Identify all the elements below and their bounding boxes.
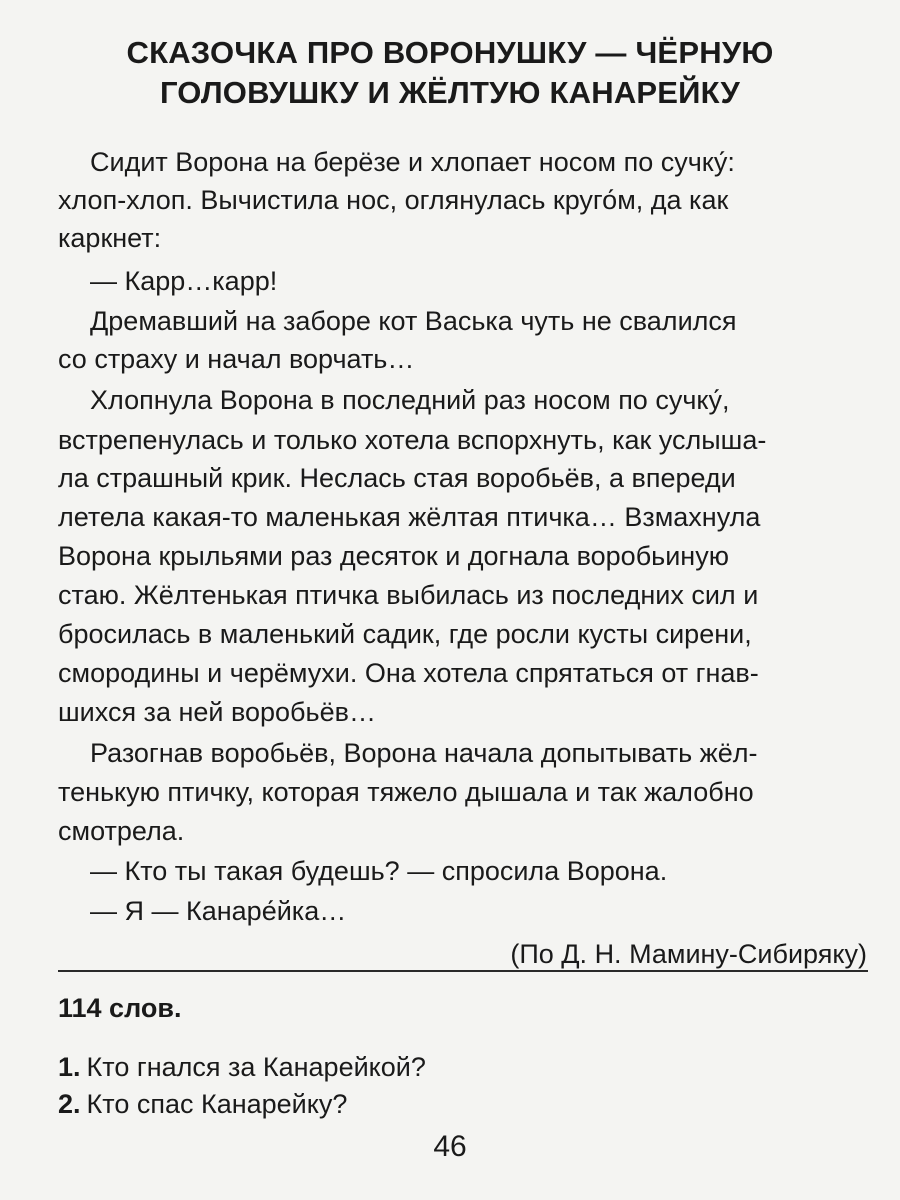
question-number: 1. [58,1052,81,1082]
word-count: 114 слов. [58,993,182,1023]
text-line: Хлопнула Ворона в последний раз носом по сучку́, [90,385,730,415]
text-line: тенькую птичку, которая тяжело дышала и так жалобно [58,777,754,807]
page-number: 46 [433,1130,467,1163]
text-line: Ворона крыльями раз десяток и догнала воробьиную [58,541,729,571]
story-title-line-2: ГОЛОВУШКУ И ЖЁЛТУЮ КАНАРЕЙКУ [159,75,741,110]
text-line: хлоп-хлоп. Вычистила нос, оглянулась круго́м, да как [58,185,729,215]
text-line: каркнет: [58,223,162,253]
text-line: ла страшный крик. Неслась стая воробьёв, а впереди [58,463,736,493]
question-text: Кто гнался за Канарейкой? [86,1052,426,1082]
text-line: бросилась в маленький садик, где росли кусты сирени, [58,619,752,649]
divider [58,970,868,972]
question-text: Кто спас Канарейку? [86,1089,348,1119]
question-2 [58,1089,347,1120]
text-line: Сидит Ворона на берёзе и хлопает носом по сучку́: [90,147,735,177]
text-line: летела какая-то маленькая жёлтая птичка… Взмахнула [58,502,761,532]
text-line: смотрела. [58,816,185,846]
text-line: встрепенулась и только хотела вспорхнуть, как услыша- [58,425,767,455]
text-line: — Карр…карр! [90,266,278,296]
text-line: стаю. Жёлтенькая птичка выбилась из последних сил и [58,580,759,610]
text-line: Дремавший на заборе кот Васька чуть не свалился [90,306,737,336]
text-line: Разогнав воробьёв, Ворона начала допытывать жёл- [90,738,758,768]
source-attribution: (По Д. Н. Мамину-Сибиряку) [510,939,867,969]
text-line: — Я — Канаре́йка… [90,896,347,926]
text-line: со страху и начал ворчать… [58,344,415,374]
question-number: 2. [58,1089,81,1119]
question-1 [58,1052,426,1083]
text-line: — Кто ты такая будешь? — спросила Ворона. [90,856,668,886]
story-title-line-1: СКАЗОЧКА ПРО ВОРОНУШКУ — ЧЁРНУЮ [126,35,774,70]
text-line: смородины и черёмухи. Она хотела спрятаться от гнав- [58,658,759,688]
text-line: шихся за ней воробьёв… [58,697,376,727]
